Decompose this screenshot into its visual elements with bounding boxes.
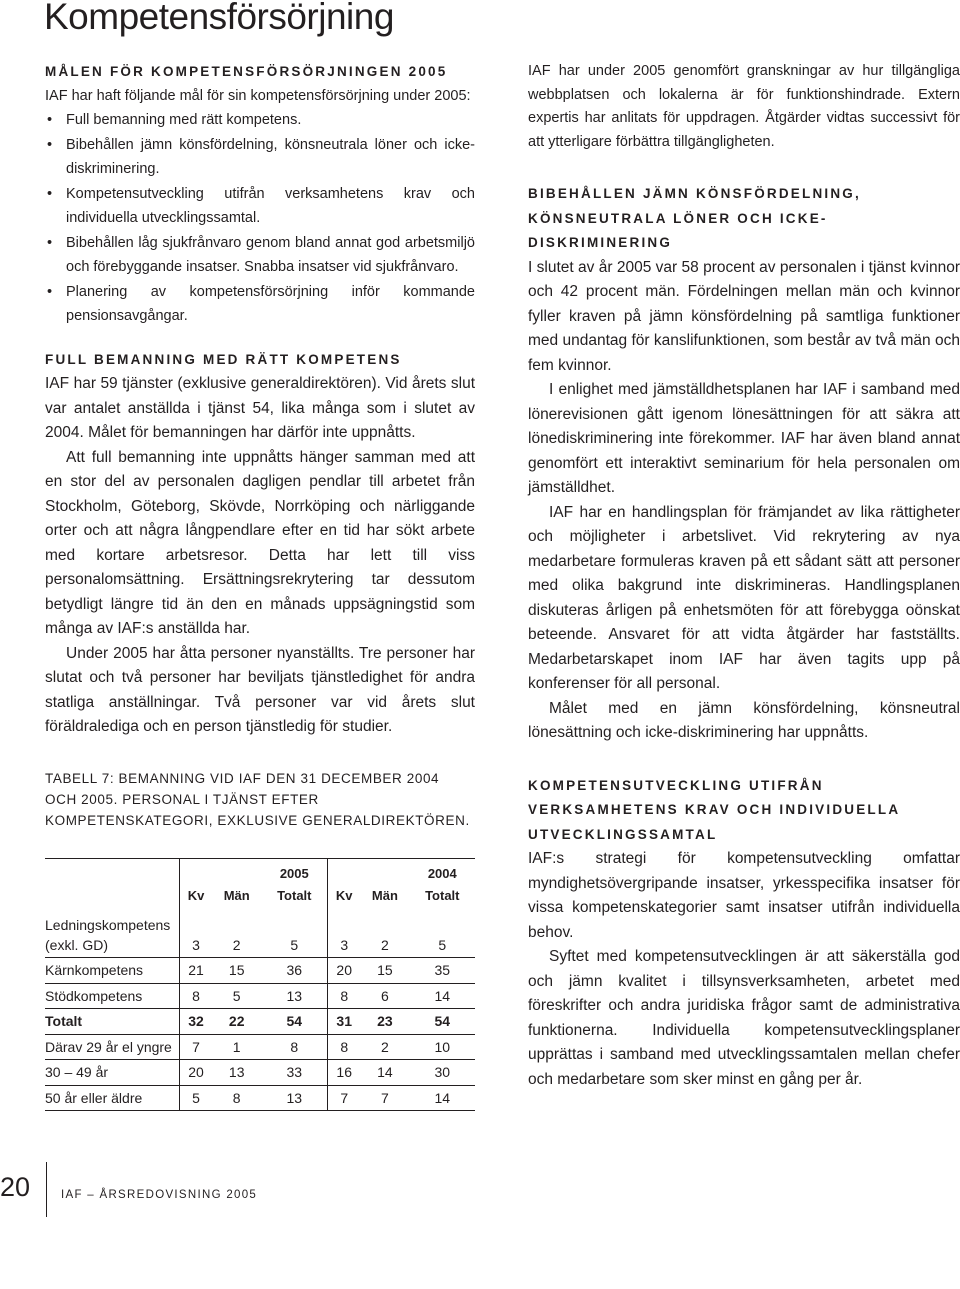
year-2004-header: 2004 [410, 858, 475, 881]
table-cell: 54 [261, 1009, 327, 1035]
goal-item: • Bibehållen låg sjukfrånvaro genom bland annat god arbetsmiljö och förebyggande insatser. Snabba insatser vid sjukfrånvaro. [45, 231, 475, 280]
table-row [45, 1060, 475, 1086]
row-label: Kärnkompetens [45, 958, 180, 984]
row-label: Totalt [45, 1009, 180, 1035]
table-cell: 2 [360, 1034, 409, 1060]
development-paragraph: IAF:s strategi för kompetensutveckling omfattar myndighetsövergripande insatser, yrkesspecifika insatser för vissa kompetenskategorier samt insatser utifrån individuella behov. [528, 850, 960, 941]
table-cell: 35 [410, 958, 475, 984]
table-cell: 14 [410, 983, 475, 1009]
footer-running-title: IAF – ÅRSREDOVISNING 2005 [61, 1189, 258, 1201]
footer-divider [46, 1162, 47, 1217]
gender-paragraph: Målet med en jämn könsfördelning, könsneutral lönesättning och icke-diskriminering har uppnåtts. [528, 699, 960, 741]
table-row [45, 983, 475, 1009]
goals-intro: IAF har haft följande mål för sin kompetensförsörjning under 2005: [45, 87, 471, 104]
table-cell: 32 [180, 1009, 213, 1035]
table-cell: 20 [328, 958, 361, 984]
table-cell: 8 [328, 1034, 361, 1060]
page-number: 20 [0, 1172, 31, 1202]
goal-item: • Full bemanning med rätt kompetens. [45, 108, 475, 133]
accessibility-paragraph: IAF har under 2005 genomfört granskningar av hur tillgängliga webbplatsen och lokalerna är för funktionshindrade. Extern expertis har anlitats för uppdragen. Åtgärder vidtas successivt för att ytterligare förbättra tillgängligheten. [528, 63, 960, 150]
table-cell: 13 [212, 1060, 261, 1086]
column-header: Män [223, 887, 250, 903]
table-cell: 5 [438, 936, 447, 953]
row-label: Stödkompetens [45, 983, 180, 1009]
row-label: 50 år eller äldre [45, 1085, 180, 1111]
table-cell: 20 [180, 1060, 213, 1086]
column-header: Totalt [425, 887, 460, 903]
gender-paragraph: IAF har en handlingsplan för främjandet av lika rättigheter och möjligheter i arbetslivet. Vid rekrytering av nya medarbetare formuleras kraven på ett sådant sätt att personer med olika bakgrund inte diskrimineras. Handlingsplanen diskuteras årligen på enhetsmöten för att förebygga oönskat beteende. Ansvaret för att vidta åtgärder har fastställts. Medarbetarskapet inom IAF har även tagits upp på konferenser för all personal. [528, 503, 960, 692]
table-caption: TABELL 7: BEMANNING VID IAF DEN 31 DECEMBER 2004 OCH 2005. PERSONAL I TJÄNST EFTER KOMPETENSKATEGORI, EXKLUSIVE GENERALDIREKTÖREN. [45, 770, 470, 828]
goals-heading: MÅLEN FÖR KOMPETENSFÖRSÖRJNINGEN 2005 [45, 64, 448, 79]
gender-heading: BIBEHÅLLEN JÄMN KÖNSFÖRDELNING, KÖNSNEUTRALA LÖNER OCH ICKE-DISKRIMINERING [528, 186, 861, 250]
table-cell: 16 [328, 1060, 361, 1086]
goal-item: • Planering av kompetensförsörjning inför kommande pensionsavgångar. [45, 280, 475, 329]
column-header: Män [371, 887, 398, 903]
table-cell: 5 [212, 983, 261, 1009]
table-cell: 33 [261, 1060, 327, 1086]
table-cell: 5 [180, 1085, 213, 1111]
row-label: 30 – 49 år [45, 1060, 180, 1086]
table-cell: 5 [290, 936, 299, 953]
row-label: Ledningskompetens [45, 916, 171, 933]
row-label: (exkl. GD) [45, 936, 108, 953]
column-header: Kv [328, 881, 361, 903]
table-cell: 8 [180, 983, 213, 1009]
table-cell: 13 [261, 983, 327, 1009]
table-cell: 3 [180, 933, 213, 958]
development-paragraph: Syftet med kompetensutvecklingen är att säkerställa god och jämn kvalitet i tillsynsverksamheten, arbetet med föreskrifter och andra juridiska frågor samt de administrativa funktionerna. Individuella kompetensutvecklingsplaner upprättas i samband med utvecklingssamtalen mellan chefer och medarbetare som sker minst en gång per år. [528, 948, 960, 1088]
development-heading: KOMPETENSUTVECKLING UTIFRÅN VERKSAMHETENS KRAV OCH INDIVIDUELLA UTVECKLINGSSAMTAL [528, 777, 900, 842]
table-cell: 15 [212, 958, 261, 984]
table-cell: 30 [410, 1060, 475, 1086]
staffing-table [45, 858, 475, 1112]
staffing-paragraph: Under 2005 har åtta personer nyanställts. Tre personer har slutat och två personer har beviljats tjänstledighet för andra statliga anställningar. Två personer var vid årets slut föräldralediga och en person tjänstledig för studier. [45, 644, 475, 735]
row-label: Därav 29 år el yngre [45, 1034, 180, 1060]
staffing-heading: FULL BEMANNING MED RÄTT KOMPETENS [45, 351, 402, 367]
table-row-total [45, 1009, 475, 1035]
table-cell: 7 [328, 1085, 361, 1111]
table-cell: 15 [360, 958, 409, 984]
gender-paragraph: I slutet av år 2005 var 58 procent av personalen i tjänst kvinnor och 42 procent män. Fördelningen mellan män och kvinnor fyller kraven på jämn könsfördelning på samtliga funktioner med undantag för kanslifunktionen, som består av två män och fem kvinnor. [528, 258, 960, 374]
table-cell: 8 [328, 983, 361, 1009]
table-cell: 14 [360, 1060, 409, 1086]
staffing-paragraph: Att full bemanning inte uppnåtts hänger samman med att en stor del av personalen dagligen pendlar till arbetet från Stockholm, Göteborg, Skövde, Norrköping och närliggande orter och att några långpendlare efter en tid har sökt arbete med kortare arbetsresor. Detta har lett till viss personalomsättning. Ersättningsrekrytering tar dessutom betydligt längre tid än den en månads uppsägningstid som många av IAF:s anställda har. [45, 448, 475, 637]
table-cell: 3 [328, 933, 361, 958]
table-cell: 2 [232, 936, 241, 953]
column-header: Kv [180, 881, 213, 903]
table-cell: 13 [261, 1085, 327, 1111]
page-title: Kompetensförsörjning [44, 0, 394, 37]
table-row [45, 933, 475, 958]
goal-item: • Kompetensutveckling utifrån verksamhetens krav och individuella utvecklingssamtal. [45, 182, 475, 231]
right-column [528, 60, 960, 1092]
left-column [45, 60, 475, 1111]
staffing-paragraph: IAF har 59 tjänster (exklusive generaldirektören). Vid årets slut var antalet anställda i tjänst 54, lika många som i slutet av 2004. Målet för bemanningen har därför inte uppnåtts. [45, 375, 475, 441]
goal-item: • Bibehållen jämn könsfördelning, könsneutrala löner och icke-diskriminering. [45, 133, 475, 182]
table-cell: 8 [261, 1034, 327, 1060]
goals-list [45, 108, 475, 329]
table-cell: 1 [212, 1034, 261, 1060]
table-row [45, 1085, 475, 1111]
gender-paragraph: I enlighet med jämställdhetsplanen har IAF i samband med lönerevisionen gått igenom lönesättningen för att säkra att lönediskriminering inte förekommer. IAF har även bland annat genomfört ett interaktivt seminarium för hela personalen om jämställdhet. [528, 381, 960, 496]
table-cell: 22 [212, 1009, 261, 1035]
table-cell: 54 [410, 1009, 475, 1035]
table-cell: 14 [410, 1085, 475, 1111]
table-cell: 7 [180, 1034, 213, 1060]
column-header: Totalt [277, 887, 312, 903]
table-row [45, 1034, 475, 1060]
table-row [45, 958, 475, 984]
table-cell: 36 [261, 958, 327, 984]
year-2005-header: 2005 [261, 858, 327, 881]
table-cell: 10 [410, 1034, 475, 1060]
table-cell: 21 [180, 958, 213, 984]
table-cell: 6 [360, 983, 409, 1009]
table-cell: 2 [381, 936, 389, 953]
table-cell: 7 [360, 1085, 409, 1111]
table-cell: 8 [212, 1085, 261, 1111]
table-cell: 31 [328, 1009, 361, 1035]
table-cell: 23 [360, 1009, 409, 1035]
